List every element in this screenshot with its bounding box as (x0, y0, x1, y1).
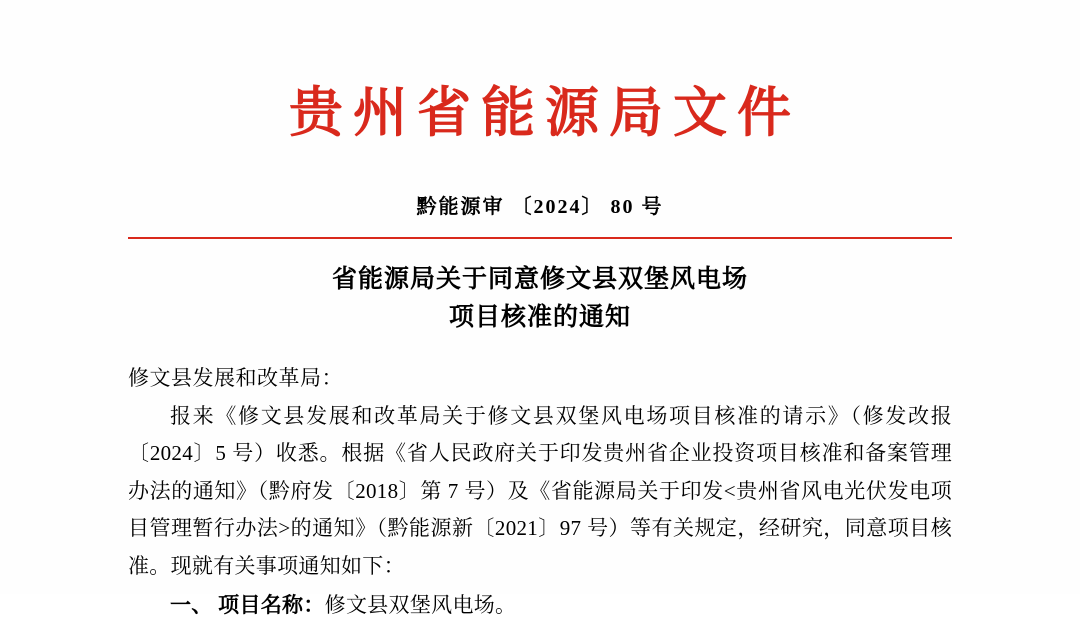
recipient-line: 修文县发展和改革局： (128, 366, 343, 391)
document-body (128, 0, 952, 617)
red-divider (128, 237, 952, 239)
document-number: 黔能源审 〔2024〕 80 号 (416, 196, 664, 219)
numbered-item-1-label: 一、 项目名称： (170, 592, 325, 617)
document-subject-line-1: 省能源局关于同意修文县双堡风电场 (331, 266, 748, 294)
body-paragraph-1: 报来《修文县发展和改革局关于修文县双堡风电场项目核准的请示》（修发改报〔2024〕5 号）收悉。根据《省人民政府关于印发贵州省企业投资项目核准和备案管理办法的通知》（黔府发〔2018〕第 7 号）及《省能源局关于印发<贵州省风电光伏发电项目管理暂行办法>的通知》（黔能源新〔2021〕97 号）等有关规定，经研究，同意项目核准。现就有关事项通知如下： (128, 404, 952, 578)
numbered-item-1-text: 修文县双堡风电场。 (324, 592, 517, 617)
document-subject (128, 261, 952, 336)
numbered-item-1 (128, 587, 952, 624)
document-subject-line-2: 项目核准的通知 (448, 303, 631, 331)
page-title: 贵州省能源局文件 (289, 83, 801, 143)
